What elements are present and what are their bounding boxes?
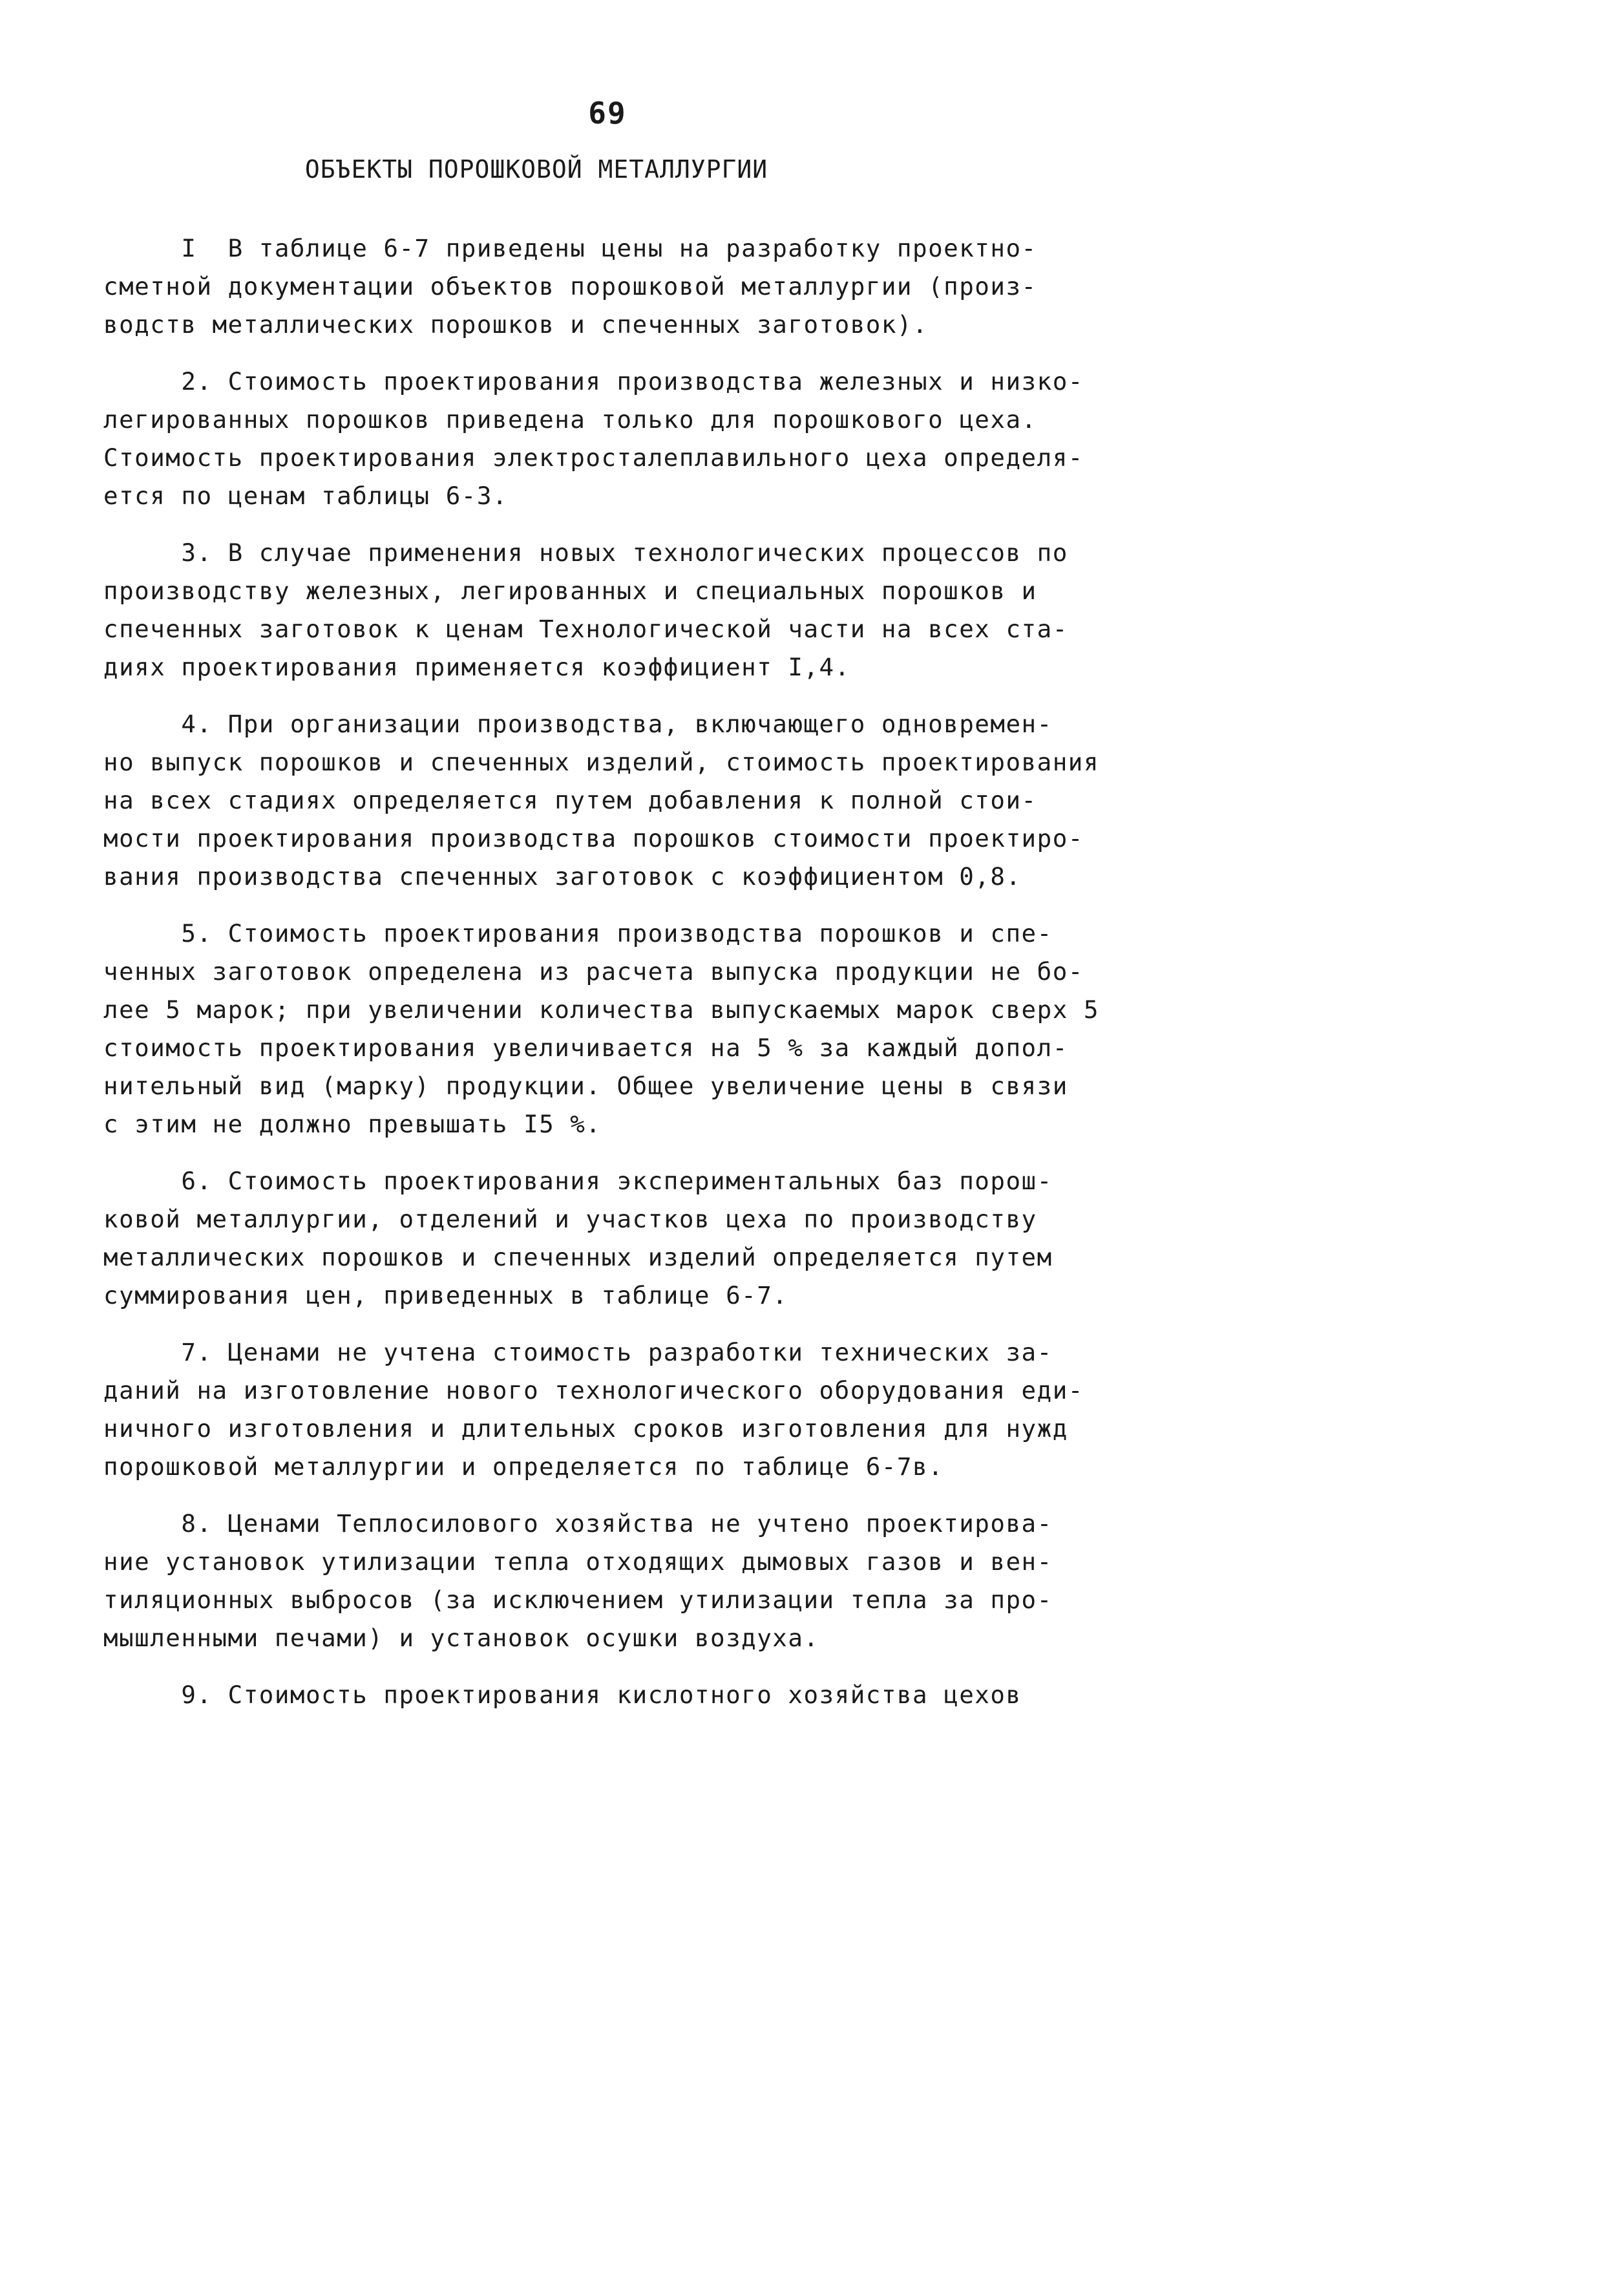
text-line: спеченных заготовок к ценам Технологической части на всех ста-: [103, 615, 1068, 643]
section-title: ОБЪЕКТЫ ПОРОШКОВОЙ МЕТАЛЛУРГИИ: [304, 155, 768, 184]
text-line: 4. При организации производства, включающего одновремен-: [103, 710, 1053, 738]
text-line: суммирования цен, приведенных в таблице 6-7.: [103, 1281, 788, 1310]
text-line: вания производства спеченных заготовок с коэффициентом 0,8.: [103, 862, 1022, 891]
text-line: производству железных, легированных и специальных порошков и: [103, 577, 1037, 605]
text-line: даний на изготовление нового технологического оборудования еди-: [103, 1376, 1084, 1405]
text-line: ченных заготовок определена из расчета выпуска продукции не бо-: [103, 957, 1084, 986]
text-line: водств металлических порошков и спеченных заготовок).: [103, 310, 929, 339]
paragraph-9: [103, 1676, 1150, 1714]
text-line: ничного изготовления и длительных сроков изготовления для нужд: [103, 1414, 1068, 1443]
text-line: 9. Стоимость проектирования кислотного хозяйства цехов: [103, 1681, 1022, 1709]
text-line: легированных порошков приведена только для порошкового цеха.: [103, 405, 1037, 434]
text-line: порошковой металлургии и определяется по таблице 6-7в.: [103, 1452, 944, 1481]
text-line: мышленными печами) и установок осушки воздуха.: [103, 1624, 819, 1652]
text-line: стоимость проектирования увеличивается на 5 % за каждый допол-: [103, 1034, 1068, 1062]
text-line: лее 5 марок; при увеличении количества выпускаемых марок сверх 5: [103, 995, 1099, 1024]
paragraph-3: [103, 534, 1150, 686]
text-line: 6. Стоимость проектирования экспериментальных баз порош-: [103, 1167, 1053, 1195]
paragraph-6: [103, 1162, 1150, 1315]
text-line: 7. Ценами не учтена стоимость разработки технических за-: [103, 1338, 1053, 1366]
text-line: 5. Стоимость проектирования производства порошков и спе-: [103, 919, 1053, 948]
body-text: [103, 229, 1150, 1733]
paragraph-8: [103, 1505, 1150, 1657]
text-line: диях проектирования применяется коэффициент I,4.: [103, 653, 850, 681]
paragraph-1: [103, 229, 1150, 344]
page-number: 69: [588, 96, 627, 131]
text-line: I В таблице 6-7 приведены цены на разработку проектно-: [103, 234, 1037, 262]
text-line: сметной документации объектов порошковой металлургии (произ-: [103, 272, 1037, 301]
text-line: ковой металлургии, отделений и участков цеха по производству: [103, 1205, 1037, 1233]
text-line: металлических порошков и спеченных изделий определяется путем: [103, 1243, 1053, 1271]
text-line: 3. В случае применения новых технологических процессов по: [103, 538, 1068, 567]
text-line: нительный вид (марку) продукции. Общее увеличение цены в связи: [103, 1072, 1068, 1100]
paragraph-2: [103, 363, 1150, 515]
text-line: с этим не должно превышать I5 %.: [103, 1110, 602, 1138]
text-line: тиляционных выбросов (за исключением утилизации тепла за про-: [103, 1586, 1053, 1614]
text-line: ется по ценам таблицы 6-3.: [103, 482, 508, 510]
text-line: Стоимость проектирования электросталеплавильного цеха определя-: [103, 443, 1084, 472]
text-line: 2. Стоимость проектирования производства железных и низко-: [103, 367, 1084, 396]
paragraph-7: [103, 1333, 1150, 1486]
text-line: мости проектирования производства порошков стоимости проектиро-: [103, 824, 1084, 853]
text-line: ние установок утилизации тепла отходящих дымовых газов и вен-: [103, 1547, 1053, 1576]
text-line: но выпуск порошков и спеченных изделий, стоимость проектирования: [103, 748, 1099, 776]
text-line: 8. Ценами Теплосилового хозяйства не учтено проектирова-: [103, 1509, 1053, 1538]
text-line: на всех стадиях определяется путем добавления к полной стои-: [103, 786, 1037, 814]
paragraph-4: [103, 705, 1150, 896]
paragraph-5: [103, 915, 1150, 1143]
